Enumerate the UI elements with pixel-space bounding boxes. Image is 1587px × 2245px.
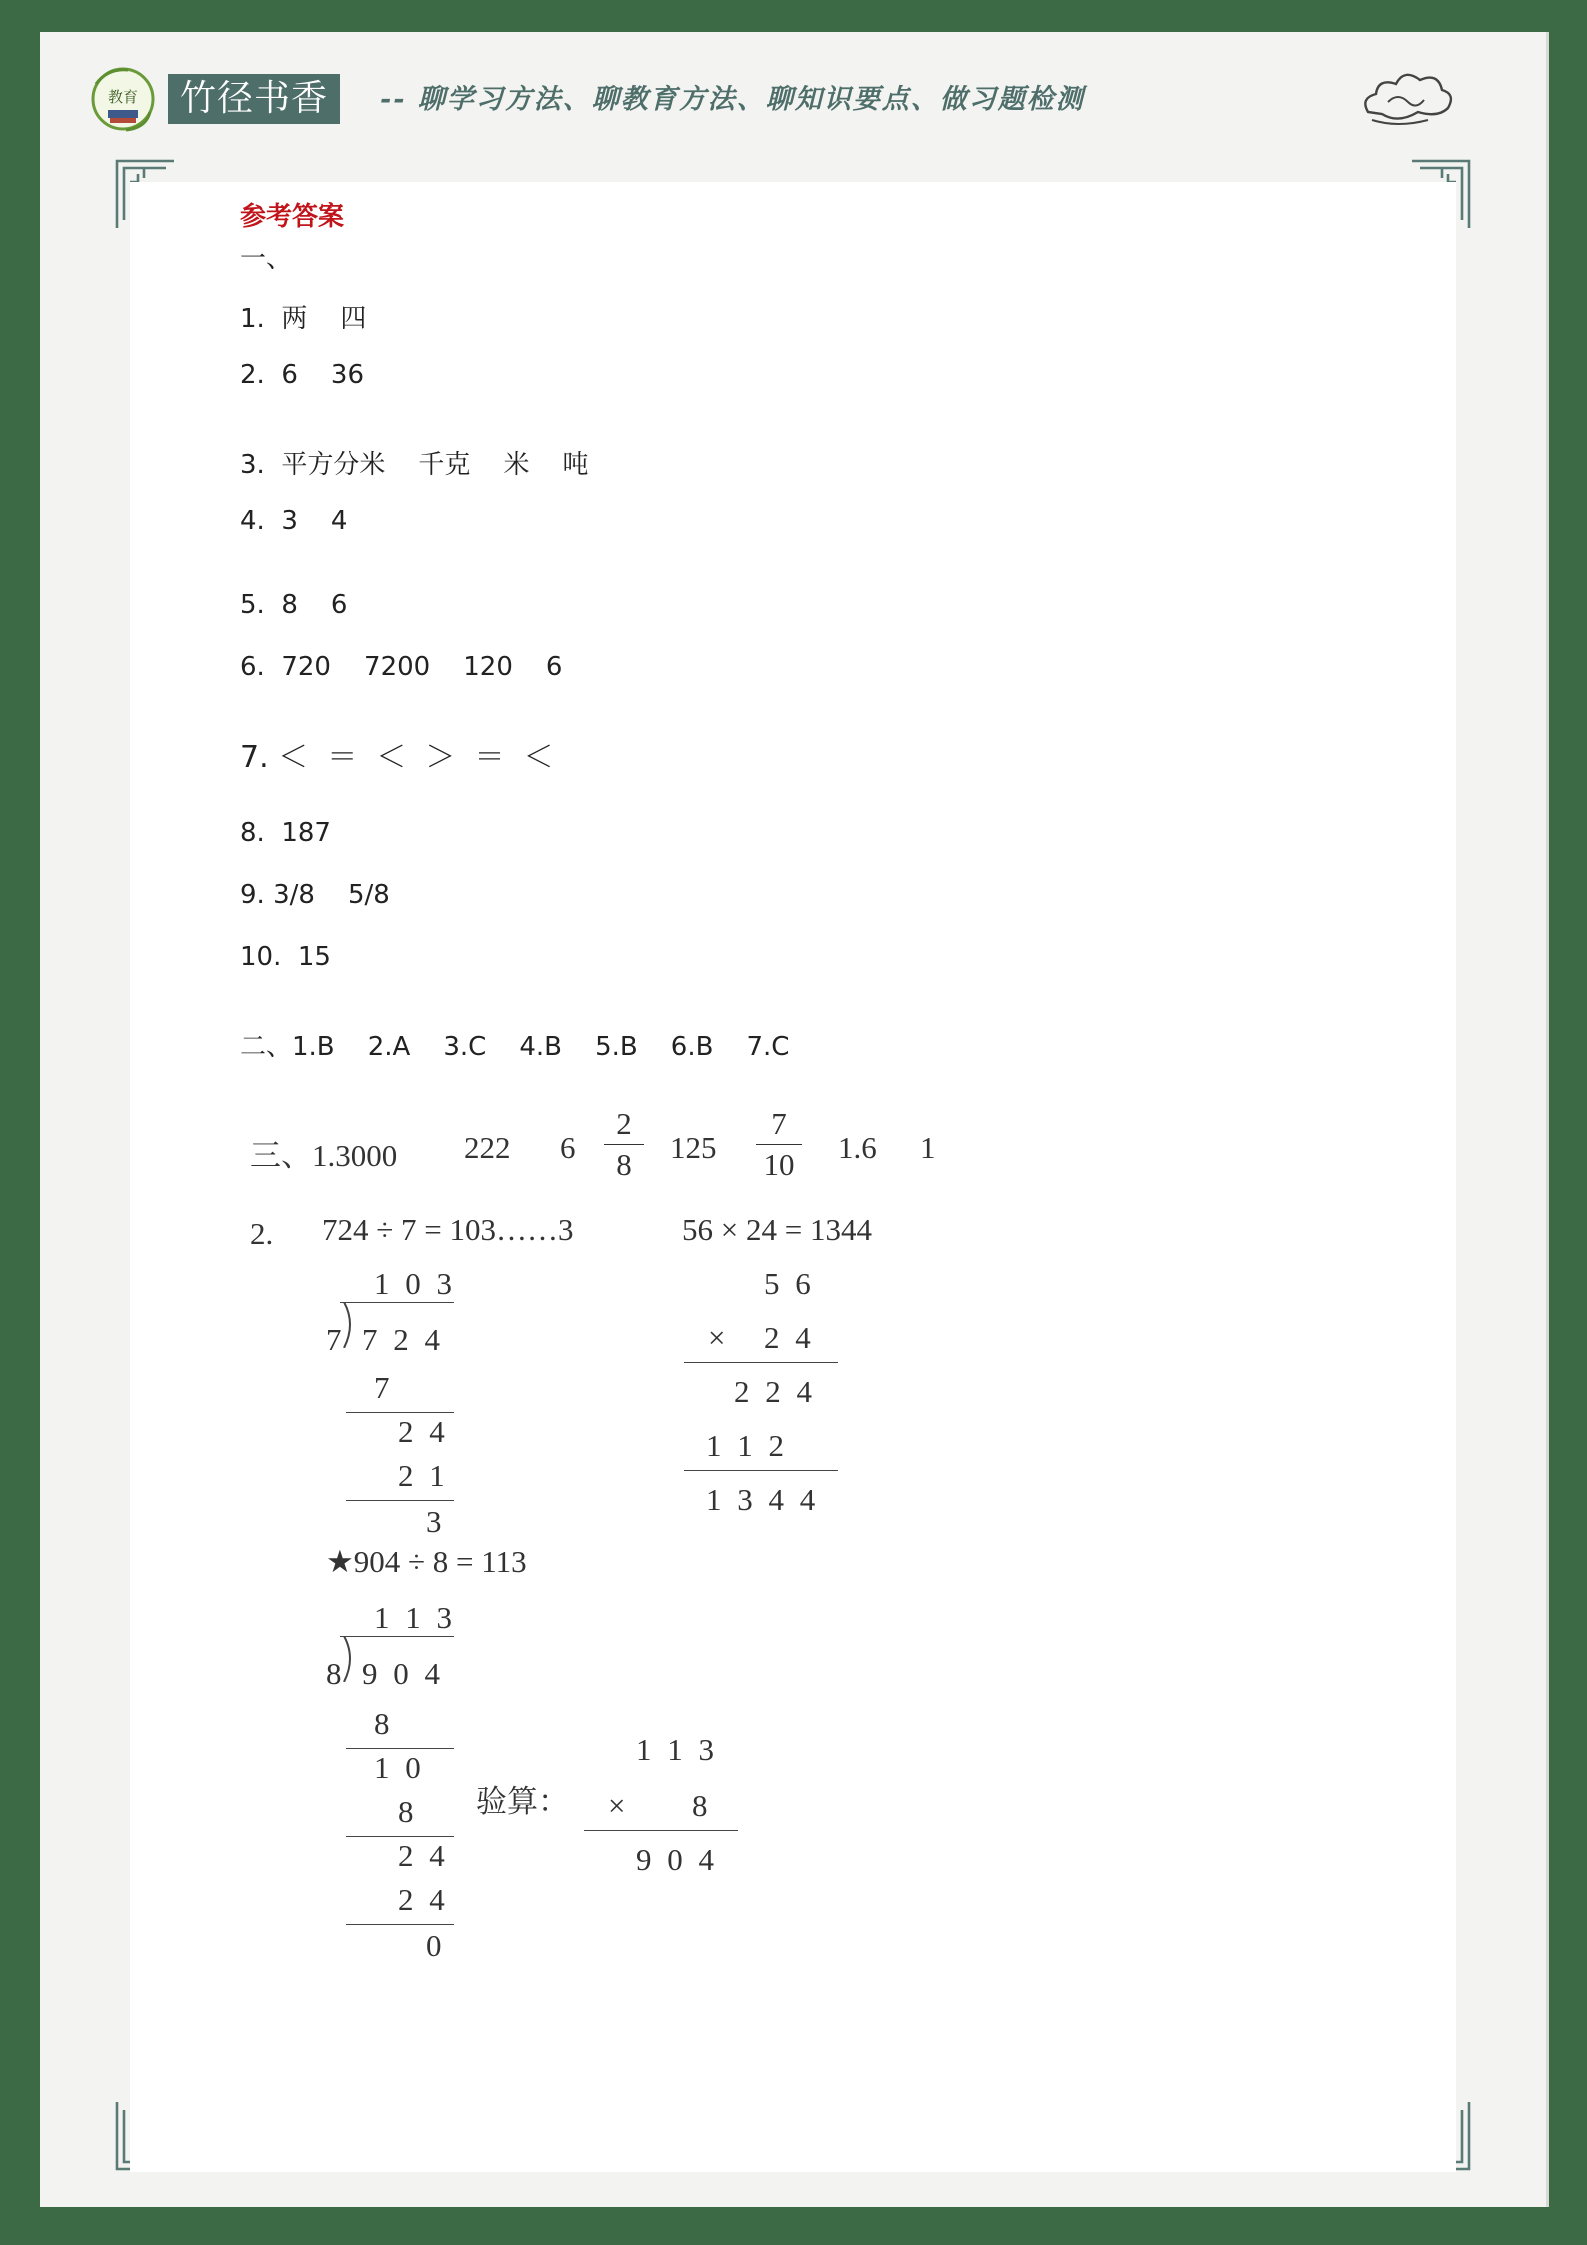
fraction-2-denominator: 10: [763, 1147, 795, 1182]
div2-remainder-2: 2 4: [398, 1838, 449, 1873]
div1-remainder-1: 2 4: [398, 1414, 449, 1449]
div2-top-bar: [340, 1636, 454, 1637]
div2-subtract-2: 8: [398, 1794, 418, 1829]
site-slogan: -- 聊学习方法、聊教育方法、聊知识要点、做习题检测: [380, 84, 1085, 115]
div1-remainder-2: 3: [426, 1504, 446, 1539]
div1-bracket: [342, 1302, 356, 1348]
fraction-1-numerator: 2: [616, 1106, 632, 1141]
section3-value-222: 222: [464, 1130, 511, 1165]
cloud-ornament-icon: [1358, 62, 1458, 132]
check-label: 验算：: [476, 1784, 569, 1819]
div1-line-1: [346, 1412, 454, 1413]
div1-quotient: 1 0 3: [374, 1266, 456, 1301]
div1-divisor: 7: [326, 1322, 346, 1357]
fraction-2-bar: [756, 1144, 802, 1145]
mul2-multiplicand: 1 1 3: [636, 1732, 718, 1767]
div2-dividend: 9 0 4: [362, 1656, 444, 1691]
section3-value-6: 6: [560, 1130, 576, 1165]
q2-equation-star-division: ★904 ÷ 8 = 113: [326, 1544, 527, 1579]
page-frame: [40, 32, 1546, 2207]
section3-value-125: 125: [670, 1130, 717, 1165]
div1-subtract-1: 7: [374, 1370, 394, 1405]
q2-equation-division: 724 ÷ 7 = 103……3: [322, 1212, 574, 1247]
section3-value-1: 1: [920, 1130, 936, 1165]
mul2-line: [584, 1830, 738, 1831]
div2-bracket: [342, 1636, 356, 1682]
mul2-product: 9 0 4: [636, 1842, 718, 1877]
div2-remainder-3: 0: [426, 1928, 446, 1963]
mul1-partial-1: 2 2 4: [734, 1374, 816, 1409]
mul1-line-1: [684, 1362, 838, 1363]
fraction-1-denominator: 8: [616, 1147, 632, 1182]
section1-label: 一、: [240, 244, 293, 274]
school-logo-icon: [88, 64, 158, 134]
div2-divisor: 8: [326, 1656, 346, 1691]
answer-item-5: 5. 8 6: [240, 590, 348, 620]
mul2-multiplier: 8: [692, 1788, 712, 1823]
fraction-2-numerator: 7: [771, 1106, 787, 1141]
answer-item-6: 6. 720 7200 120 6: [240, 652, 563, 682]
div2-remainder-1: 1 0: [374, 1750, 425, 1785]
answer-item-2: 2. 6 36: [240, 360, 365, 390]
site-title: 竹径书香: [168, 74, 340, 124]
q2-label: 2.: [250, 1216, 274, 1251]
mul1-partial-2: 1 1 2: [706, 1428, 788, 1463]
answer-item-7: 7. ＜ ＝ ＜ ＞ ＝ ＜: [240, 740, 554, 775]
answer-title: 参考答案: [240, 202, 345, 232]
mul1-product: 1 3 4 4: [706, 1482, 820, 1517]
div2-quotient: 1 1 3: [374, 1600, 456, 1635]
mul1-multiplier: 2 4: [764, 1320, 815, 1355]
mul1-multiplicand: 5 6: [764, 1266, 815, 1301]
section3-lead: 三、1.3000: [250, 1138, 398, 1173]
div2-subtract-1: 8: [374, 1706, 394, 1741]
section3-value-1-6: 1.6: [838, 1130, 877, 1165]
div2-subtract-3: 2 4: [398, 1882, 449, 1917]
mul2-operator: ×: [608, 1788, 630, 1823]
svg-text:教育: 教育: [107, 88, 139, 106]
div1-subtract-2: 2 1: [398, 1458, 449, 1493]
section3-fraction-2: [756, 1106, 802, 1183]
mul1-operator: ×: [708, 1320, 730, 1355]
div2-line-2: [346, 1836, 454, 1837]
mul1-line-2: [684, 1470, 838, 1471]
section3-fraction-1: [604, 1106, 644, 1183]
div1-line-2: [346, 1500, 454, 1501]
div1-dividend: 7 2 4: [362, 1322, 444, 1357]
answer-item-3: 3. 平方分米 千克 米 吨: [240, 450, 589, 480]
answer-item-1: 1. 两 四: [240, 304, 367, 334]
section2-answers: 二、1.B 2.A 3.C 4.B 5.B 6.B 7.C: [240, 1032, 790, 1062]
answer-item-9: 9. 3/8 5/8: [240, 880, 390, 910]
div2-line-3: [346, 1924, 454, 1925]
answer-item-4: 4. 3 4: [240, 506, 348, 536]
q2-equation-multiplication: 56 × 24 = 1344: [682, 1212, 872, 1247]
div2-line-1: [346, 1748, 454, 1749]
div1-top-bar: [340, 1302, 454, 1303]
answer-item-10: 10. 15: [240, 942, 331, 972]
answer-item-8: 8. 187: [240, 818, 331, 848]
fraction-1-bar: [604, 1144, 644, 1145]
